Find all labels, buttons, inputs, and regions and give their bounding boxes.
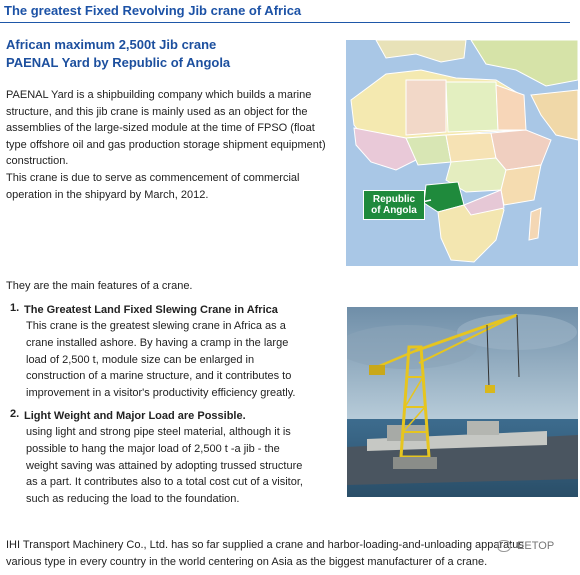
closing-line1: IHI Transport Machinery Co., Ltd. has so far supplied a crane and harbor-loading-and-unloading apparatus xyxy=(6,539,524,551)
crane-photo xyxy=(347,307,578,497)
feature-line: crane installed ashore. By having a cramp in the large xyxy=(26,336,289,349)
intro-paragraph2: This crane is due to serve as commencement of commercial operation in the shipyard by March, 2012. xyxy=(6,171,300,201)
feature-line: using light and strong pipe steel material, although it is xyxy=(26,425,291,438)
feature-line: This crane is the greatest slewing crane in Africa as a xyxy=(26,320,286,332)
watermark xyxy=(497,540,554,552)
crane-photo-graphic xyxy=(347,307,578,497)
feature-line: construction of a marine structure, and it contributes to xyxy=(26,370,292,383)
intro-text xyxy=(6,87,336,203)
watermark-text: EETOP xyxy=(517,540,555,552)
feature-line: improvement in a visitor's productivity efficiency greatly. xyxy=(26,387,296,400)
feature-line: load of 2,500 t, module size can be enlarged in xyxy=(26,353,255,366)
africa-map xyxy=(346,40,578,266)
feature-body xyxy=(26,424,330,508)
headline-line1: African maximum 2,500t Jib crane xyxy=(6,37,217,52)
wechat-icon xyxy=(497,540,511,552)
page-title: The greatest Fixed Revolving Jib crane of Africa xyxy=(4,3,302,18)
page-title-bar xyxy=(0,0,570,23)
feature-line: weight saving was attained by adopting trussed structure xyxy=(26,459,303,472)
feature-number: 1. xyxy=(10,302,20,314)
feature-title: Light Weight and Major Load are Possible. xyxy=(24,409,246,422)
angola-label-line2: of Angola xyxy=(371,205,417,216)
feature-line: possible to hang the major load of 2,500 t -a jib - the xyxy=(26,442,280,455)
feature-title: The Greatest Land Fixed Slewing Crane in Africa xyxy=(24,304,278,316)
africa-map-graphic xyxy=(346,40,578,266)
angola-label xyxy=(363,190,425,220)
features-intro: They are the main features of a crane. xyxy=(6,280,193,292)
feature-line: such as reducing the load to the foundation. xyxy=(26,493,240,506)
headline-line2: PAENAL Yard by Republic of Angola xyxy=(6,55,231,70)
feature-item xyxy=(10,302,330,402)
headline xyxy=(6,36,336,72)
closing-text xyxy=(6,537,576,571)
feature-line: as a part. It contributes also to a total cost cut of a visitor, xyxy=(26,476,303,489)
angola-label-line1: Republic xyxy=(372,194,416,205)
closing-line2: various type in every country in the world centering on Asia as the biggest manufacturer of a crane. xyxy=(6,556,488,568)
intro-paragraph1: PAENAL Yard is a shipbuilding company which builds a marine structure, and this jib crane is mainly used as an object for the assemblies of the large-sized module at the time of FPSO (float type offshore oil and gas production storage shipment equipment) construction. xyxy=(6,89,326,168)
feature-body xyxy=(26,318,330,402)
feature-number: 2. xyxy=(10,407,20,420)
feature-list xyxy=(10,302,330,514)
feature-item xyxy=(10,408,330,508)
